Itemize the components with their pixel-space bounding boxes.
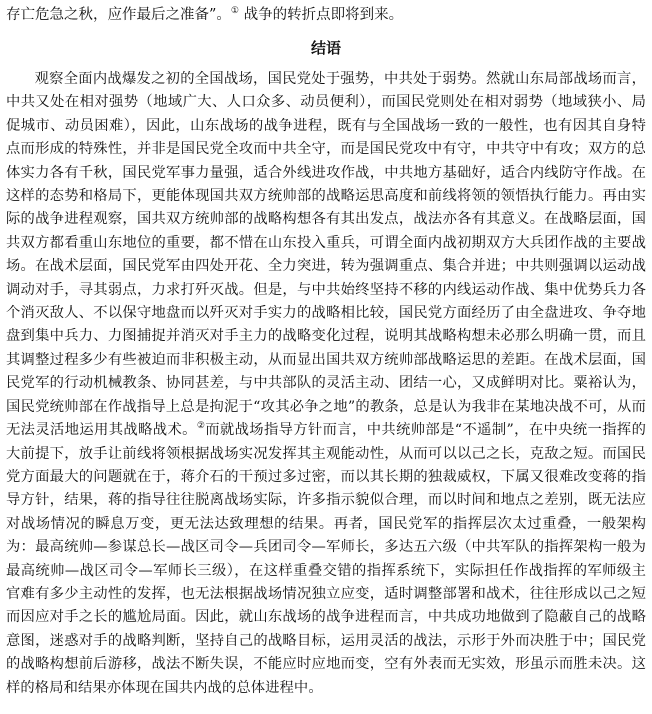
conclusion-paragraph <box>6 68 646 700</box>
section-title: 结语 <box>310 39 341 57</box>
intro-text: 存亡危急之秋，应作最后之准备”。 <box>6 7 231 23</box>
footnote-marker-1[interactable]: ① <box>230 6 239 17</box>
footnote-marker-2[interactable]: ② <box>196 421 206 432</box>
intro-line <box>6 4 646 27</box>
paragraph-part-1: 观察全面内战爆发之初的全国战场，国民党处于强势，中共处于弱势。然就山东局部战场而言，中共又处在相对强势（地域广大、人口众多、动员便利），而国民党则处在相对弱势（地域狭小、局促城市、动员困难），因此，山东战场的战争进程，既有与全国战场一致的一般性，也有因其自身特点而形成的特殊性，并非是国民党全攻而中共全守，而是国民党攻中有守，中共守中有攻；双方的总体实力各有千秋，国民党军事力量强，适合外线进攻作战，中共地方基础好，适合内线防守作战。在这样的态势和格局下，更能体现国共双方统帅部的战略运思高度和前线将领的领悟执行能力。再由实际的战争进程观察，国共双方统帅部的战略构想各有其出发点，战法亦各有其意义。在战略层面，国共双方都看重山东地位的重要，都不惜在山东投入重兵，可谓全面内战初期双方大兵团作战的主要战场。在战术层面，国民党军由四处开花、全力突进，转为强调重点、集合并进；中共则强调以运动战调动对手，寻其弱点，力求打歼灭战。但是，与中共始终坚持不移的内线运动作战、集中优势兵力各个消灭敌人、不以保守地盘而以歼灭对手实力的战略相比较，国民党方面经历了由全盘进攻、争夺地盘到集中兵力、力图捕捉并消灭对手主力的战略变化过程，说明其战略构想未必那么明确一贯，而且其调整过程多少有些被迫而非积极主动，从而显出国共双方统帅部战略运思的差距。在战术层面，国民党军的行动机械教条、协同甚差，与中共部队的灵活主动、团结一心，又成鲜明对比。粟裕认为，国民党统帅部在作战指导上总是拘泥于“攻其必争之地”的教条，总是认为我非在某地决战不可，从而无法灵活地运用其战略战术。 <box>6 71 646 439</box>
intro-tail: 战争的转折点即将到来。 <box>239 7 404 23</box>
paragraph-part-2: 而就战场指导方针而言，中共统帅部是“不遥制”，在中央统一指挥的大前提下，放手让前线将领根据战场实况发挥其主观能动性，从而可以以己之长，克敌之短。而国民党方面最大的问题就在于，蒋介石的干预过多过密，而以其长期的独裁威权，下属又很难改变蒋的指导方针，结果，蒋的指导往往脱离战场实际，许多指示貌似合理，而以时间和地点之差别，既无法应对战场情况的瞬息万变，更无法达致理想的结果。再者，国民党军的指挥层次太过重叠，一般架构为：最高统帅—参谋总长—战区司令—兵团司令—军师长，多达五六级（中共军队的指挥架构一般为最高统帅—战区司令—军师长三级），在这样重叠交错的指挥系统下，实际担任作战指挥的军师级主官难有多少主动性的发挥，也无法根据战场情况独立应变，适时调整部署和战术，往往形成以己之短而因应对手之长的尴尬局面。因此，就山东战场的战争进程而言，中共成功地做到了隐蔽自己的战略意图，迷惑对手的战略判断，坚持自己的战略目标，运用灵活的战法，示形于外而决胜于中；国民党的战略构想前后游移，战法不断失误，不能应时应地而变，空有外表而无实效，形虽示而胜未决。这样的格局和结果亦体现在国共内战的总体进程中。 <box>6 422 646 696</box>
